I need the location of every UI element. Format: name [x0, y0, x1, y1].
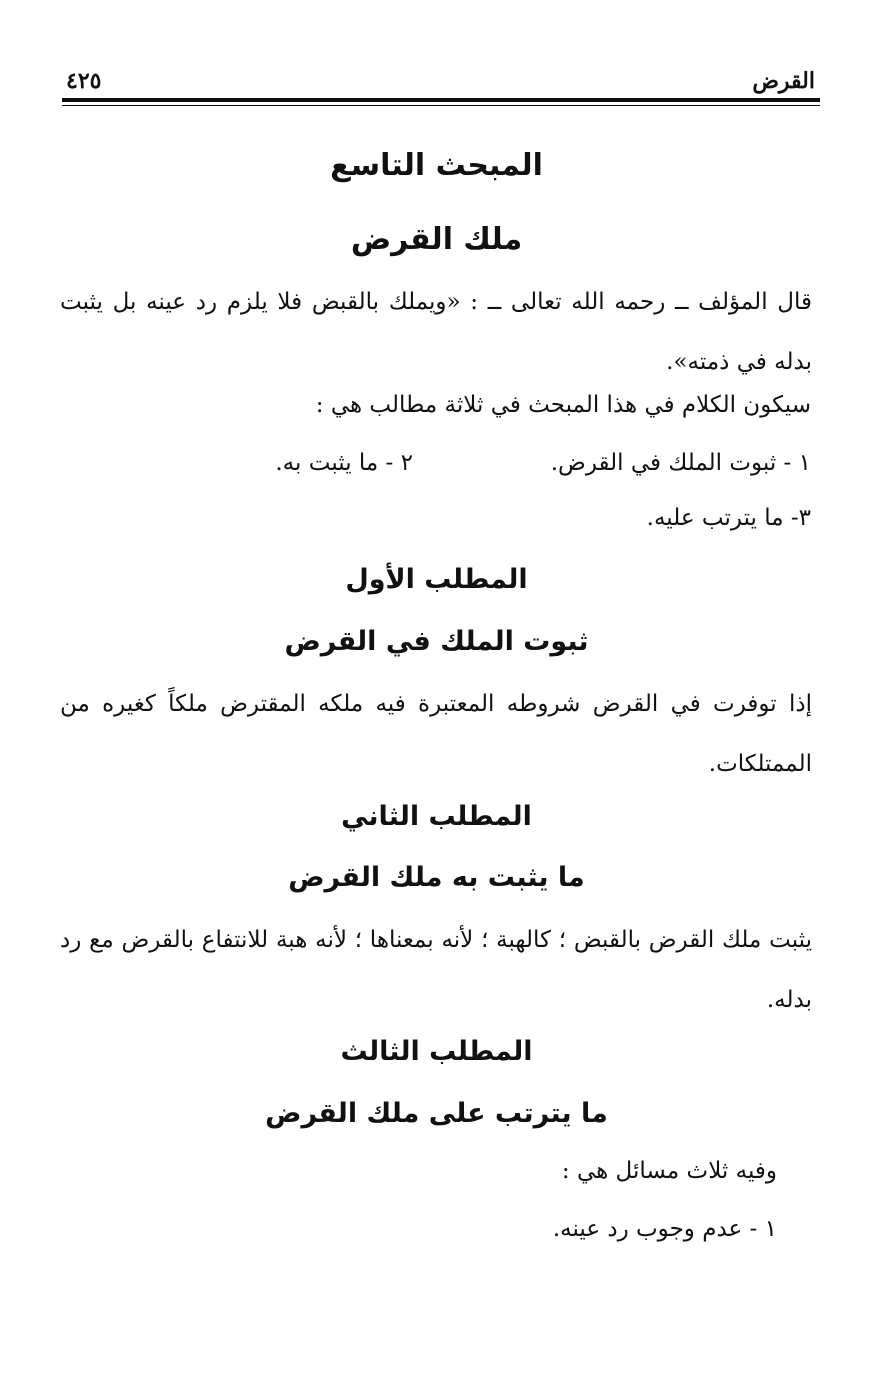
matlab2-text: يثبت ملك القرض بالقبض ؛ كالهبة ؛ لأنه بمعناها ؛ لأنه هبة للانتفاع بالقرض مع رد بدله.	[60, 927, 812, 1013]
running-header	[62, 62, 819, 102]
matlab3-intro: وفيه ثلاث مسائل هي :	[561, 1158, 777, 1184]
matlab1-label: المطلب الأول	[345, 564, 528, 595]
page-number: ٤٢٥	[66, 68, 102, 94]
matlab1-text: إذا توفرت في القرض شروطه المعتبرة فيه ملكه المقترض ملكاً كغيره من الممتلكات.	[60, 691, 812, 777]
matlab2-title: ما يثبت به ملك القرض	[288, 862, 585, 893]
list-item-2: ٢ - ما يثبت به.	[275, 450, 413, 476]
running-header-title: القرض	[752, 68, 815, 94]
header-rule-thin	[62, 105, 820, 106]
header-rule	[62, 98, 820, 102]
matlab3-label: المطلب الثالث	[340, 1036, 533, 1067]
list-item-1: ١ - ثبوت الملك في القرض.	[550, 450, 811, 476]
matlab3-item-1: ١ - عدم وجوب رد عينه.	[552, 1216, 777, 1242]
section-subtitle: ملك القرض	[350, 222, 523, 257]
overview-line: سيكون الكلام في هذا المبحث في ثلاثة مطالب هي :	[315, 392, 811, 418]
matlab1-title: ثبوت الملك في القرض	[284, 626, 589, 657]
list-item-3: ٣- ما يترتب عليه.	[646, 505, 811, 531]
section-title: المبحث التاسع	[330, 148, 543, 183]
matlab3-title: ما يترتب على ملك القرض	[265, 1098, 608, 1129]
author-quote: قال المؤلف ــ رحمه الله تعالى ــ : «ويملك بالقبض فلا يلزم رد عينه بل يثبت بدله في ذمته».	[60, 289, 812, 375]
matlab2-label: المطلب الثاني	[341, 801, 532, 832]
